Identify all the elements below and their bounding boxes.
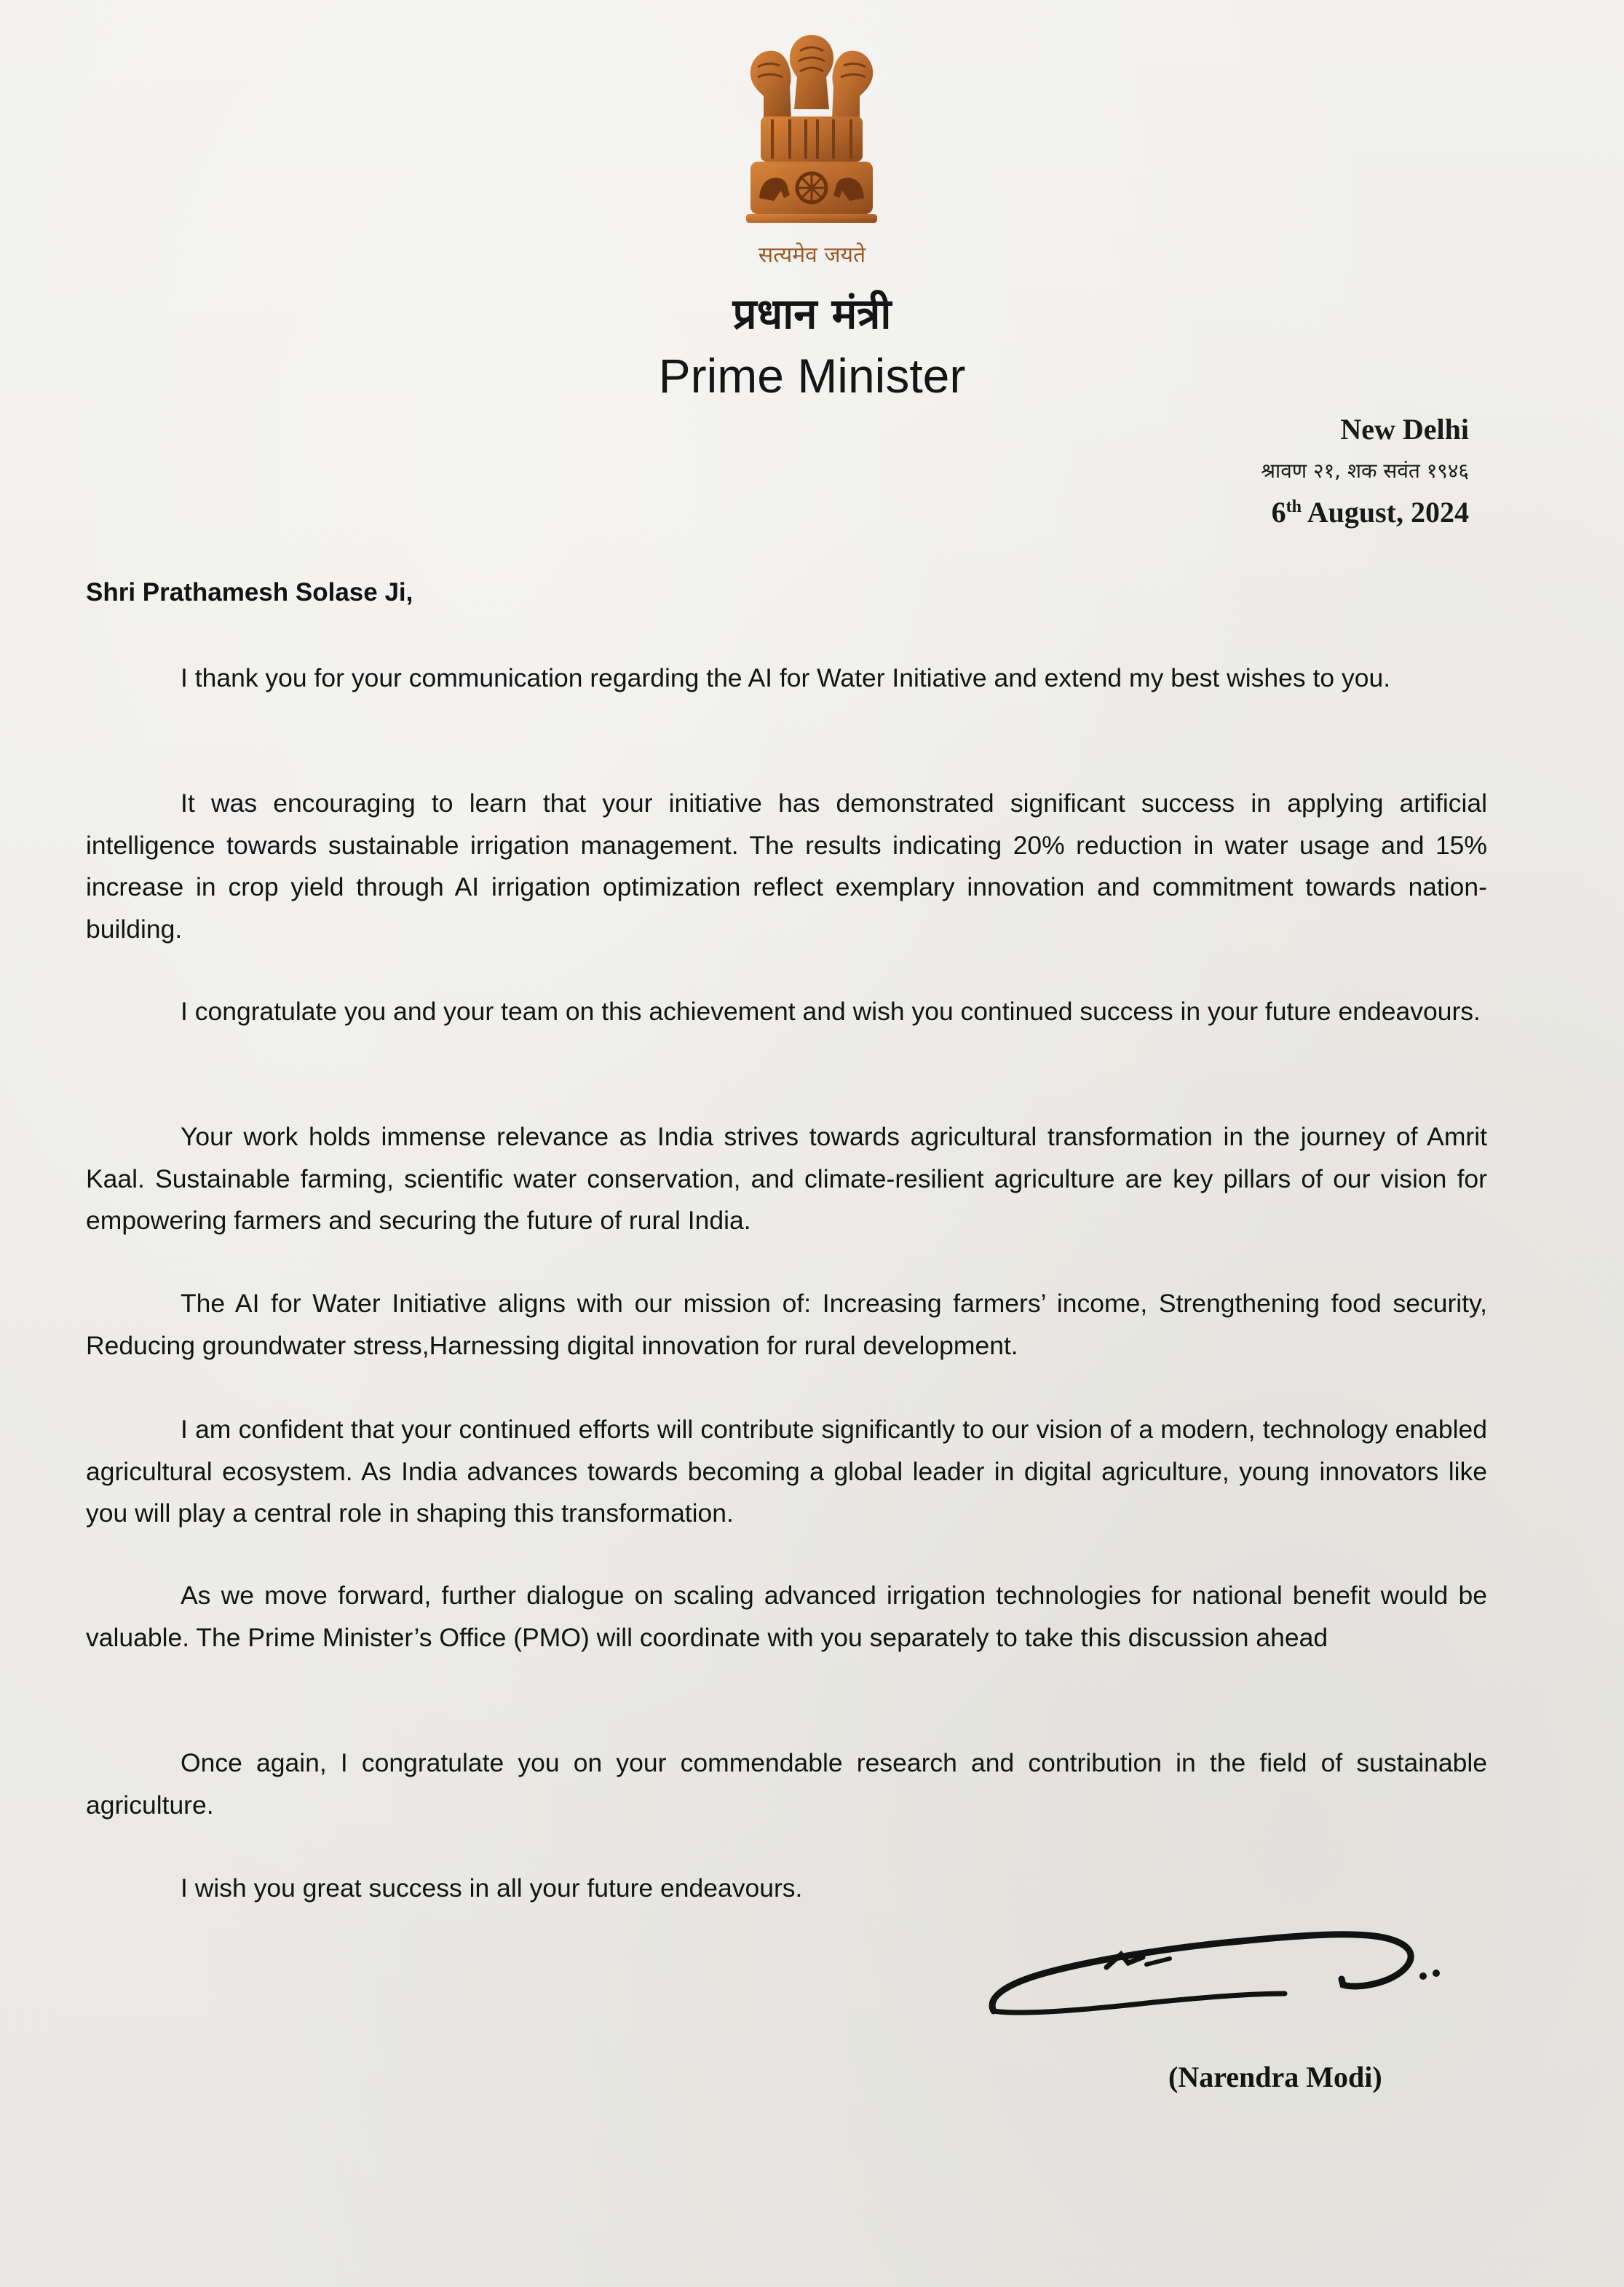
paragraph-3: I congratulate you and your team on this achievement and wish you continued success in your future endeavours. xyxy=(181,997,1481,1026)
saka-date: श्रावण २१, शक सवंत १९४६ xyxy=(1261,459,1469,483)
paragraph-9: I wish you great success in all your future endeavours. xyxy=(181,1873,803,1903)
date-suffix: th xyxy=(1286,497,1302,516)
title-hindi: प्रधान मंत्री xyxy=(732,289,892,339)
date-rest: August, 2024 xyxy=(1301,496,1469,529)
paragraph-1: I thank you for your communication regarding the AI for Water Initiative and extend my best wishes to you. xyxy=(181,663,1391,692)
paragraph-8: Once again, I congratulate you on your commendable research and contribution in the field of sustainable agriculture. xyxy=(86,1748,1487,1820)
paragraph-7: As we move forward, further dialogue on scaling advanced irrigation technologies for national benefit would be valuable. The Prime Minister’s Office (PMO) will coordinate with you separately to take this discussion ahead xyxy=(86,1581,1487,1652)
place-date-block xyxy=(1261,409,1469,533)
paragraph-5: The AI for Water Initiative aligns with our mission of: Increasing farmers’ income, Strengthening food security, Reducing groundwater stress,Harnessing digital innovation for rural development. xyxy=(86,1289,1487,1360)
state-emblem-icon xyxy=(739,29,884,237)
paragraph-6: I am confident that your continued efforts will contribute significantly to our vision of a modern, technology enabled agricultural ecosystem. As India advances towards becoming a global leader in digital agriculture, young innovators like you will play a central role in shaping this transformation. xyxy=(86,1415,1487,1528)
title-english: Prime Minister xyxy=(658,349,966,403)
emblem-motto: सत्यमेव जयते xyxy=(758,242,866,268)
date-day: 6 xyxy=(1271,496,1286,529)
salutation: Shri Prathamesh Solase Ji, xyxy=(86,578,413,607)
signer-name: (Narendra Modi) xyxy=(1168,2061,1382,2093)
paragraph-4: Your work holds immense relevance as India strives towards agricultural transformation in the journey of Amrit Kaal. Sustainable farming, scientific water conservation, and climate-resilient agriculture are key pillars of our vision for empowering farmers and securing the future of rural India. xyxy=(86,1122,1487,1235)
signature-icon xyxy=(979,1887,1452,2033)
letter-date xyxy=(1261,492,1469,533)
paragraph-2: It was encouraging to learn that your initiative has demonstrated significant success in applying artificial intelligence towards sustainable irrigation management. The results indicating 20% reduction in water usage and 15% increase in crop yield through AI irrigation optimization reflect exemplary innovation and commitment towards nation-building. xyxy=(86,789,1487,944)
place: New Delhi xyxy=(1340,413,1469,446)
